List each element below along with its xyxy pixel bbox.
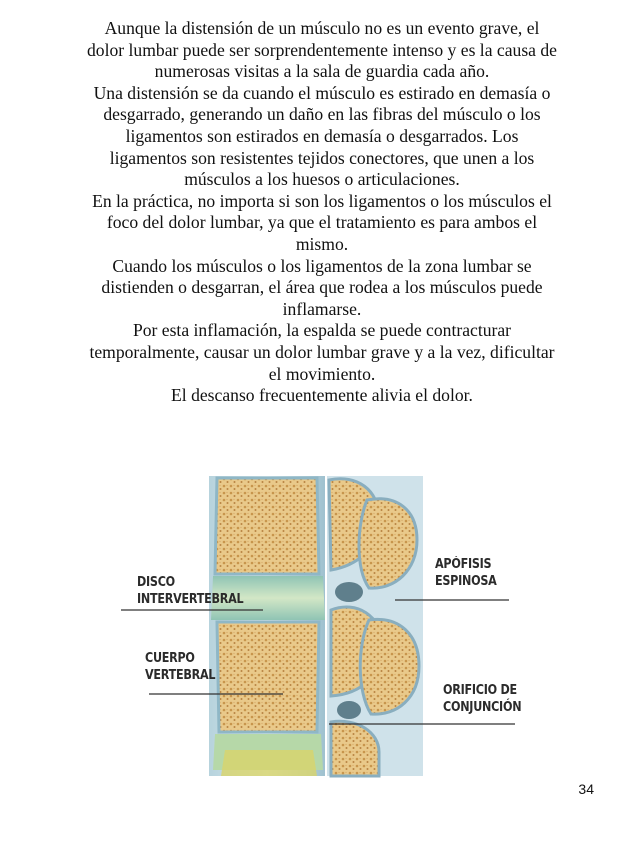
text-line: Aunque la distensión de un músculo no es un evento grave, el: [104, 18, 540, 38]
label-cuerpo: CUERPO VERTEBRAL: [145, 651, 216, 683]
text-line: desgarrado, generando un daño en las fibras del músculo o los: [103, 104, 541, 125]
text-line: ligamentos son estirados en demasía o desgarrados. Los: [125, 125, 519, 146]
text-line: mismo.: [295, 233, 349, 254]
label-apofisis: APÓFISIS ESPINOSA: [435, 557, 497, 589]
text-line: Una distensión se da cuando el músculo es estirado en demasía o: [93, 82, 551, 103]
text-line: temporalmente, causar un dolor lumbar grave y a la vez, dificultar: [89, 341, 555, 362]
body-text: [62, 18, 582, 407]
label-orificio: ORIFICIO DE CONJUNCIÓN: [443, 683, 522, 715]
text-line: distienden o desgarran, el área que rodea a los músculos puede: [101, 277, 543, 298]
text-line: dolor lumbar puede ser sorprendentemente intenso y es la causa de: [87, 39, 557, 60]
page-number: 34: [578, 781, 594, 797]
spine-illustration: [117, 470, 527, 786]
text-line: inflamarse.: [282, 298, 362, 319]
text-line: El descanso frecuentemente alivia el dolor.: [171, 385, 473, 406]
text-line: Por esta inflamación, la espalda se puede contracturar: [132, 320, 512, 341]
foramen-1: [335, 582, 363, 602]
label-disco: DISCO INTERVERTEBRAL: [137, 575, 244, 607]
text-line: el movimiento.: [268, 363, 376, 384]
vertebral-body-middle: [217, 622, 319, 732]
vertebral-body-top: [215, 478, 319, 574]
text-line: En la práctica, no importa si son los ligamentos o los músculos el: [92, 190, 552, 211]
text-line: foco del dolor lumbar, ya que el tratamiento es para ambos el: [106, 212, 538, 233]
text-line: ligamentos son resistentes tejidos conectores, que unen a los: [109, 147, 535, 168]
vertebrae-drawing: [117, 470, 527, 786]
text-line: músculos a los huesos o articulaciones.: [184, 169, 460, 190]
foramen-2: [337, 701, 361, 719]
text-line: Cuando los músculos o los ligamentos de la zona lumbar se: [112, 255, 532, 276]
text-line: numerosas visitas a la sala de guardia cada año.: [154, 61, 490, 82]
